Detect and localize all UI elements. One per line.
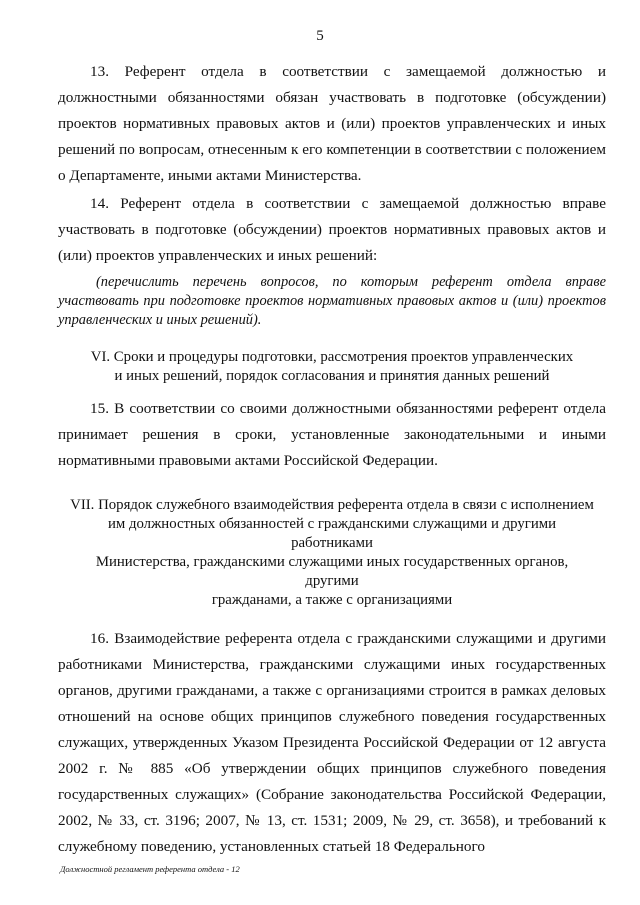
section-heading-vii-line: гражданами, а также с организациями: [211, 592, 453, 608]
paragraph-13: 13. Референт отдела в соответствии с замещаемой должностью и должностными обязанностями обязан участвовать в подготовке (обсуждении) проектов нормативных правовых актов и (или) проектов управленческих и иных решений по вопросам, отнесенным к его компетенции в соответствии с положением о Департаменте, иными актами Министерства.: [58, 63, 606, 184]
paragraph-16: 16. Взаимодействие референта отдела с гражданскими служащими и другими работниками Министерства, гражданскими служащими иных государственных органов, другими гражданами, а также с организациями строится в рамках деловых отношений на основе общих принципов служебного поведения государственных служащих, утвержденных Указом Президента Российской Федерации от 12 августа 2002 г. № 885 «Об утверждении общих принципов служебного поведения государственных служащих» (Собрание законодательства Российской Федерации, 2002, № 33, ст. 3196; 2007, № 13, ст. 1531; 2009, № 29, ст. 3658), и требований к служебному поведению, установленных статьей 18 Федерального: [58, 630, 606, 855]
section-heading-vi-line: и иных решений, порядок согласования и принятия данных решений: [114, 368, 550, 384]
page-number: 5: [316, 28, 324, 44]
section-heading-vii-line: им должностных обязанностей с гражданскими служащими и другими работниками: [107, 516, 557, 551]
paragraph-15: 15. В соответствии со своими должностными обязанностями референт отдела принимает решения в сроки, установленные законодательными и иными нормативными правовыми актами Российской Федерации.: [58, 400, 606, 469]
page-footer: Должностной регламент референта отдела - 12: [60, 864, 240, 874]
section-heading-vii-line: Министерства, гражданскими служащими иных государственных органов, другими: [95, 554, 569, 589]
section-heading-vi-line: VI. Сроки и процедуры подготовки, рассмотрения проектов управленческих: [90, 349, 574, 365]
document-body: [58, 59, 606, 860]
paragraph-14-note: (перечислить перечень вопросов, по которым референт отдела вправе участвовать при подготовке проектов нормативных правовых актов и (или) проектов управленческих и иных решений).: [58, 274, 606, 328]
paragraph-14: 14. Референт отдела в соответствии с замещаемой должностью вправе участвовать в подготовке (обсуждении) проектов нормативных правовых актов и (или) проектов управленческих и иных решений:: [58, 195, 606, 264]
section-heading-vii: [58, 496, 606, 610]
section-heading-vi: [58, 348, 606, 386]
section-heading-vii-line: VII. Порядок служебного взаимодействия референта отдела в связи с исполнением: [70, 497, 594, 513]
